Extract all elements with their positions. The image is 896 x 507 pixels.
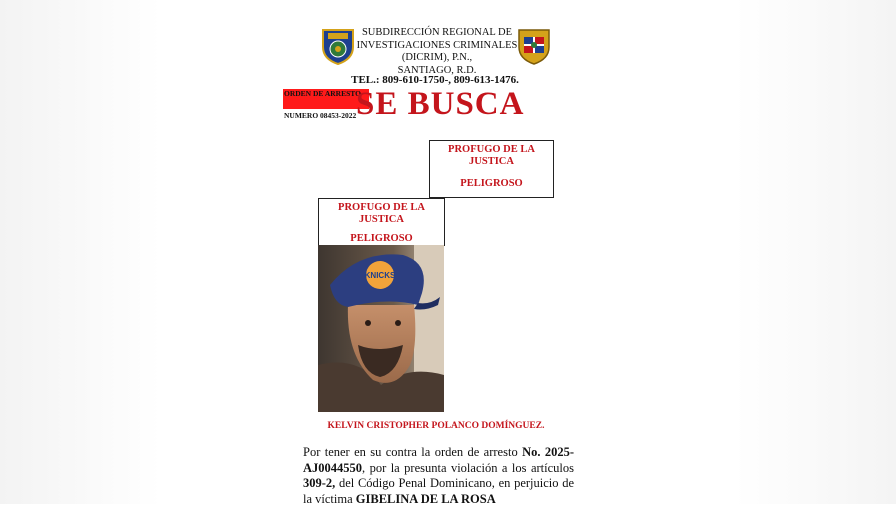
body-text: , por la presunta violación a los artículos <box>362 460 574 475</box>
dangerous-label: PELIGROSO <box>350 233 413 244</box>
dicrim-seal-icon <box>516 27 552 65</box>
case-description <box>303 445 574 507</box>
header-line: INVESTIGACIONES CRIMINALES <box>356 39 518 51</box>
fugitive-tag-overlay <box>318 198 445 246</box>
victim-name: GIBELINA DE LA ROSA <box>355 491 496 506</box>
header-agency <box>352 27 522 77</box>
header-line: SANTIAGO, R.D. <box>397 64 477 76</box>
header-line: SUBDIRECCIÓN REGIONAL DE <box>361 27 513 38</box>
fugitive-tag-title: PROFUGO DE LA JUSTICA <box>338 202 425 225</box>
suspect-photo <box>318 245 444 412</box>
header-line: (DICRIM), P.N., <box>401 52 473 63</box>
page-title: SE BUSCA <box>356 86 525 122</box>
dangerous-label: PELIGROSO <box>460 178 523 189</box>
cap-logo-text: KNICKS <box>364 271 396 280</box>
fugitive-tag <box>429 140 554 198</box>
warrant-number: NUMERO 08453-2022 <box>284 111 357 120</box>
articles: 309-2, <box>303 476 336 490</box>
suspect-name: KELVIN CRISTOPHER POLANCO DOMÍNGUEZ. <box>327 421 545 431</box>
arrest-number: No. 2025-AJ0044550 <box>303 445 574 475</box>
body-text: Por tener en su contra la orden de arresto <box>303 445 523 459</box>
body-text: del Código Penal Dominicano, en perjuicio de la víctima <box>303 476 574 506</box>
police-seal-icon <box>320 27 356 65</box>
fugitive-tag-title: PROFUGO DE LA JUSTICA <box>448 144 535 167</box>
header-telephone: TEL.: 809-610-1750-, 809-613-1476. <box>351 74 519 86</box>
warrant-order-label: ORDEN DE ARRESTO <box>284 89 361 98</box>
